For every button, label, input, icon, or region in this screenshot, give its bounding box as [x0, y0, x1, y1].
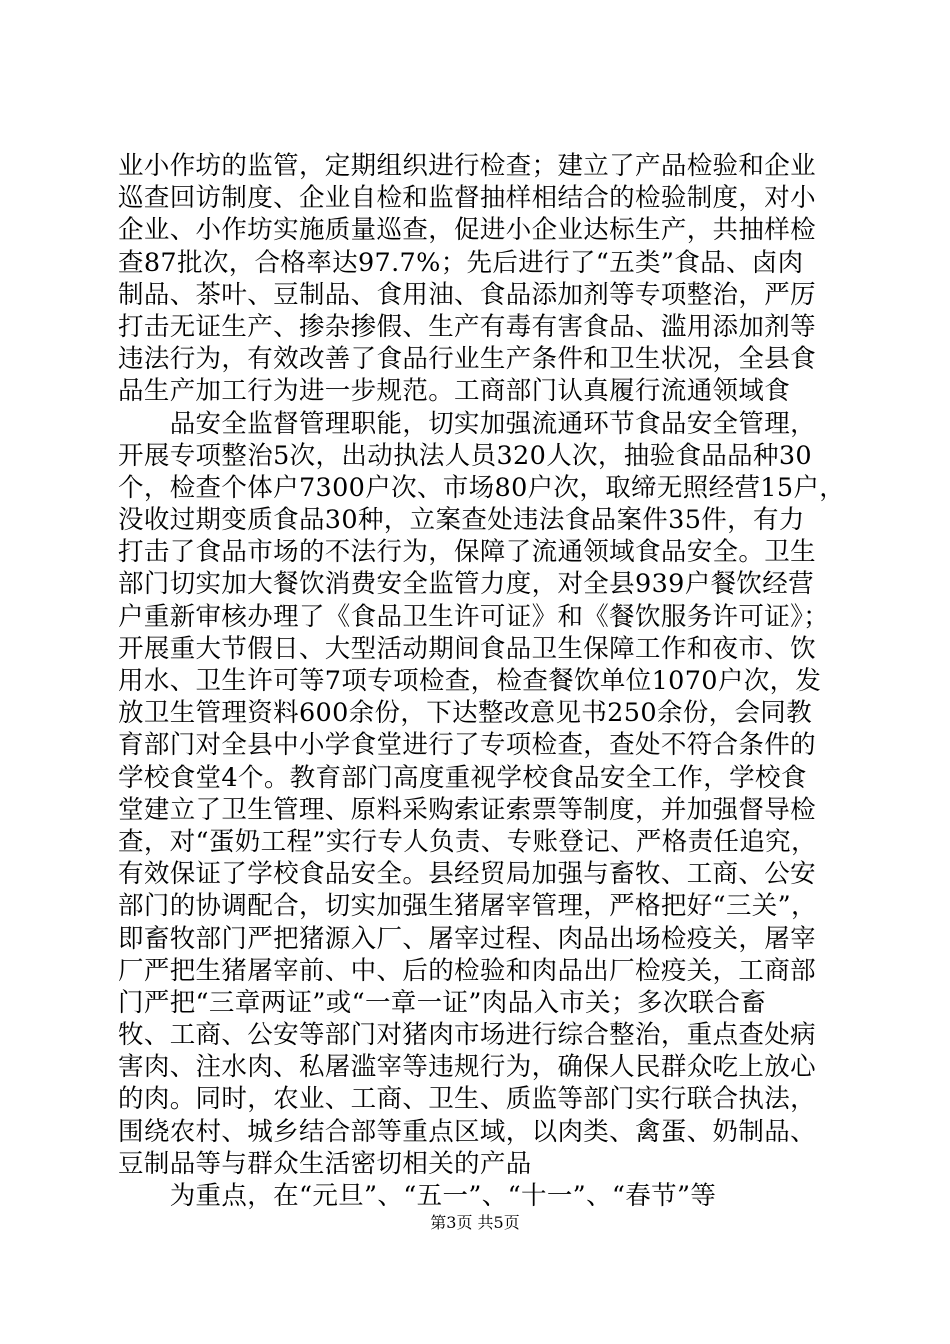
text-line: 即畜牧部门严把猪源入厂、屠宰过程、肉品出场检疫关，屠宰	[118, 923, 816, 954]
text-line: 部门切实加大餐饮消费安全监管力度，对全县939户餐饮经营	[118, 569, 814, 600]
text-line: 的肉。同时，农业、工商、卫生、质监等部门实行联合执法，	[118, 1084, 816, 1115]
text-line: 查，对“蛋奶工程”实行专人负责、专账登记、严格责任追究，	[118, 826, 817, 857]
text-line: 门严把“三章两证”或“一章一证”肉品入市关；多次联合畜	[118, 987, 767, 1018]
text-line: 品生产加工行为进一步规范。工商部门认真履行流通领域食	[118, 376, 791, 407]
text-line: 没收过期变质食品30种，立案查处违法食品案件35件，有力	[118, 505, 805, 536]
text-line: 堂建立了卫生管理、原料采购索证索票等制度，并加强督导检	[118, 794, 816, 825]
text-line: 开展专项整治5次，出动执法人员320人次，抽验食品品种30	[118, 440, 812, 471]
text-line: 部门的协调配合，切实加强生猪屠宰管理，严格把好“三关”，	[118, 891, 817, 922]
page-footer: 第3页 共5页	[430, 1213, 520, 1232]
text-line: 豆制品等与群众生活密切相关的产品	[118, 1148, 532, 1179]
text-line: 个，检查个体户7300户次、市场80户次，取缔无照经营15户，	[118, 472, 846, 503]
text-line: 有效保证了学校食品安全。县经贸局加强与畜牧、工商、公安	[118, 859, 816, 890]
text-line: 打击了食品市场的不法行为，保障了流通领域食品安全。卫生	[118, 537, 816, 568]
text-line: 学校食堂4个。教育部门高度重视学校食品安全工作，学校食	[118, 762, 807, 793]
text-line: 用水、卫生许可等7项专项检查，检查餐饮单位1070户次，发	[118, 666, 822, 696]
text-line: 厂严把生猪屠宰前、中、后的检验和肉品出厂检疫关，工商部	[118, 955, 816, 986]
text-line: 牧、工商、公安等部门对猪肉市场进行综合整治，重点查处病	[118, 1020, 816, 1051]
text-line: 放卫生管理资料600余份，下达整改意见书250余份，会同教	[118, 698, 812, 729]
text-line: 打击无证生产、掺杂掺假、生产有毒有害食品、滥用添加剂等	[118, 311, 816, 342]
body-text	[118, 150, 846, 1212]
text-line: 业小作坊的监管，定期组织进行检查；建立了产品检验和企业	[118, 151, 816, 181]
text-line: 育部门对全县中小学食堂进行了专项检查，查处不符合条件的	[118, 730, 816, 761]
text-line: 害肉、注水肉、私屠滥宰等违规行为，确保人民群众吃上放心	[118, 1052, 816, 1083]
text-line: 户重新审核办理了《食品卫生许可证》和《餐饮服务许可证》；	[118, 601, 830, 632]
text-line: 制品、茶叶、豆制品、食用油、食品添加剂等专项整治，严厉	[118, 279, 816, 310]
text-line: 查87批次，合格率达97.7%；先后进行了“五类”食品、卤肉	[118, 247, 804, 278]
text-line: 巡查回访制度、企业自检和监督抽样相结合的检验制度，对小	[118, 183, 816, 214]
text-line: 为重点，在“元旦”、“五一”、“十一”、“春节”等	[118, 1181, 717, 1211]
text-line: 品安全监督管理职能，切实加强流通环节食品安全管理，	[118, 408, 816, 439]
text-line: 违法行为，有效改善了食品行业生产条件和卫生状况，全县食	[118, 344, 816, 375]
text-line: 围绕农村、城乡结合部等重点区域，以肉类、禽蛋、奶制品、	[118, 1116, 816, 1147]
text-line: 开展重大节假日、大型活动期间食品卫生保障工作和夜市、饮	[118, 633, 816, 664]
text-line: 企业、小作坊实施质量巡查，促进小企业达标生产，共抽样检	[118, 215, 816, 246]
